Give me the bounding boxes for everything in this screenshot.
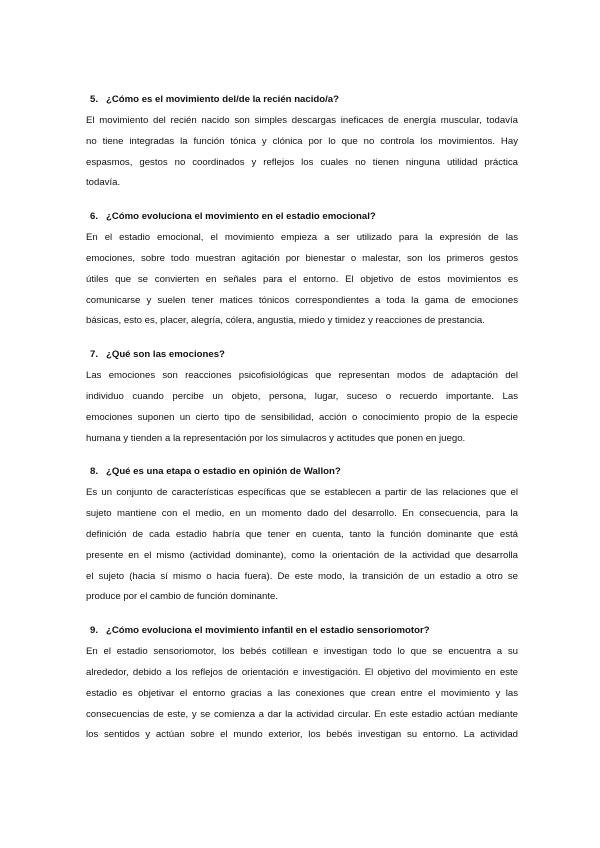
question-number: 5. (90, 94, 99, 105)
answer-line: estadio es objetivar el entorno gracias a las conexiones que crean entre el movimiento y las (86, 687, 518, 699)
question-title: ¿Qué son las emociones? (106, 349, 225, 361)
answer-line: En el estadio sensoriomotor, los bebés cotillean e investigan todo lo que se encuentra a su (86, 646, 518, 658)
question-section-9 (86, 624, 518, 746)
question-title: ¿Cómo evoluciona el movimiento infantil en el estadio sensoriomotor? (106, 625, 430, 637)
answer-line: sujeto mantiene con el medio, en un momento dado del desarrollo. En consecuencia, para la (86, 508, 518, 520)
answer-paragraph (86, 483, 518, 608)
answer-line: todavía. (86, 177, 121, 189)
question-section-5 (86, 93, 518, 194)
question-title: ¿Cómo es el movimiento del/de la recién nacido/a? (106, 94, 339, 105)
question-number: 9. (90, 625, 99, 637)
document-page (86, 93, 518, 746)
answer-line: los sentidos y actúan sobre el mundo exterior, los bebés investigan su entorno. La actividad (86, 729, 518, 741)
answer-paragraph (86, 228, 518, 332)
answer-line: presente en el mismo (actividad dominante), como la orientación de la actividad que desarrolla (86, 549, 518, 561)
answer-line: comunicarse y suelen tener matices tónicos correspondientes a toda la gama de emociones (86, 294, 518, 306)
answer-line: emociones suponen un cierto tipo de sensibilidad, acción o conocimiento propio de la especie (86, 411, 518, 423)
question-heading (86, 210, 518, 224)
question-heading (86, 624, 518, 638)
question-heading (86, 465, 518, 479)
question-section-7 (86, 348, 518, 449)
question-title: ¿Cómo evoluciona el movimiento en el estadio emocional? (106, 211, 376, 223)
answer-line: consecuencias de este, y se comienza a dar la actividad circular. En este estadio actúan mediante (86, 708, 518, 720)
answer-line: El movimiento del recién nacido son simples descargas ineficaces de energía muscular, todavía (86, 115, 518, 126)
question-section-6 (86, 210, 518, 332)
answer-paragraph (86, 642, 518, 746)
answer-line: espasmos, gestos no coordinados y reflejos los cuales no tienen ninguna utilidad práctica (86, 156, 518, 168)
answer-line: definición de cada estadio habría que tener en cuenta, tanto la función dominante que está (86, 528, 518, 540)
answer-paragraph (86, 366, 518, 449)
question-heading (86, 93, 518, 107)
answer-line: produce por el cambio de función dominante. (86, 591, 278, 603)
answer-line: emociones, sobre todo muestran agitación por bienestar o malestar, son los primeros gestos (86, 252, 518, 264)
answer-line: no tiene integradas la función tónica y clónica por lo que no controla los movimientos. Hay (86, 135, 518, 147)
answer-line: útiles que se convierten en señales para el entorno. El objetivo de estos movimientos es (86, 273, 518, 285)
answer-line: básicas, esto es, placer, alegría, cólera, angustia, miedo y timidez y reacciones de prestancia. (86, 315, 485, 327)
answer-line: En el estadio emocional, el movimiento empieza a ser utilizado para la expresión de las (86, 232, 518, 244)
answer-line: el sujeto (hacia sí mismo o hacia fuera). De este modo, la transición de un estadio a otro se (86, 570, 518, 582)
answer-line: humana y tienden a la representación por los simulacros y actitudes que ponen en juego. (86, 432, 466, 444)
answer-line: Las emociones son reacciones psicofisiológicas que representan modos de adaptación del (86, 370, 518, 382)
answer-line: Es un conjunto de características específicas que se establecen a partir de las relaciones que el (86, 487, 518, 499)
answer-line: alrededor, debido a los reflejos de orientación e investigación. El objetivo del movimiento en este (86, 666, 518, 678)
answer-line: individuo cuando percibe un objeto, persona, lugar, suceso o recuerdo importante. Las (86, 390, 518, 402)
question-number: 6. (90, 211, 99, 223)
answer-paragraph (86, 111, 518, 194)
question-section-8 (86, 465, 518, 608)
question-number: 8. (90, 466, 99, 478)
question-number: 7. (90, 349, 99, 361)
question-title: ¿Qué es una etapa o estadio en opinión de Wallon? (106, 466, 341, 478)
question-heading (86, 348, 518, 362)
